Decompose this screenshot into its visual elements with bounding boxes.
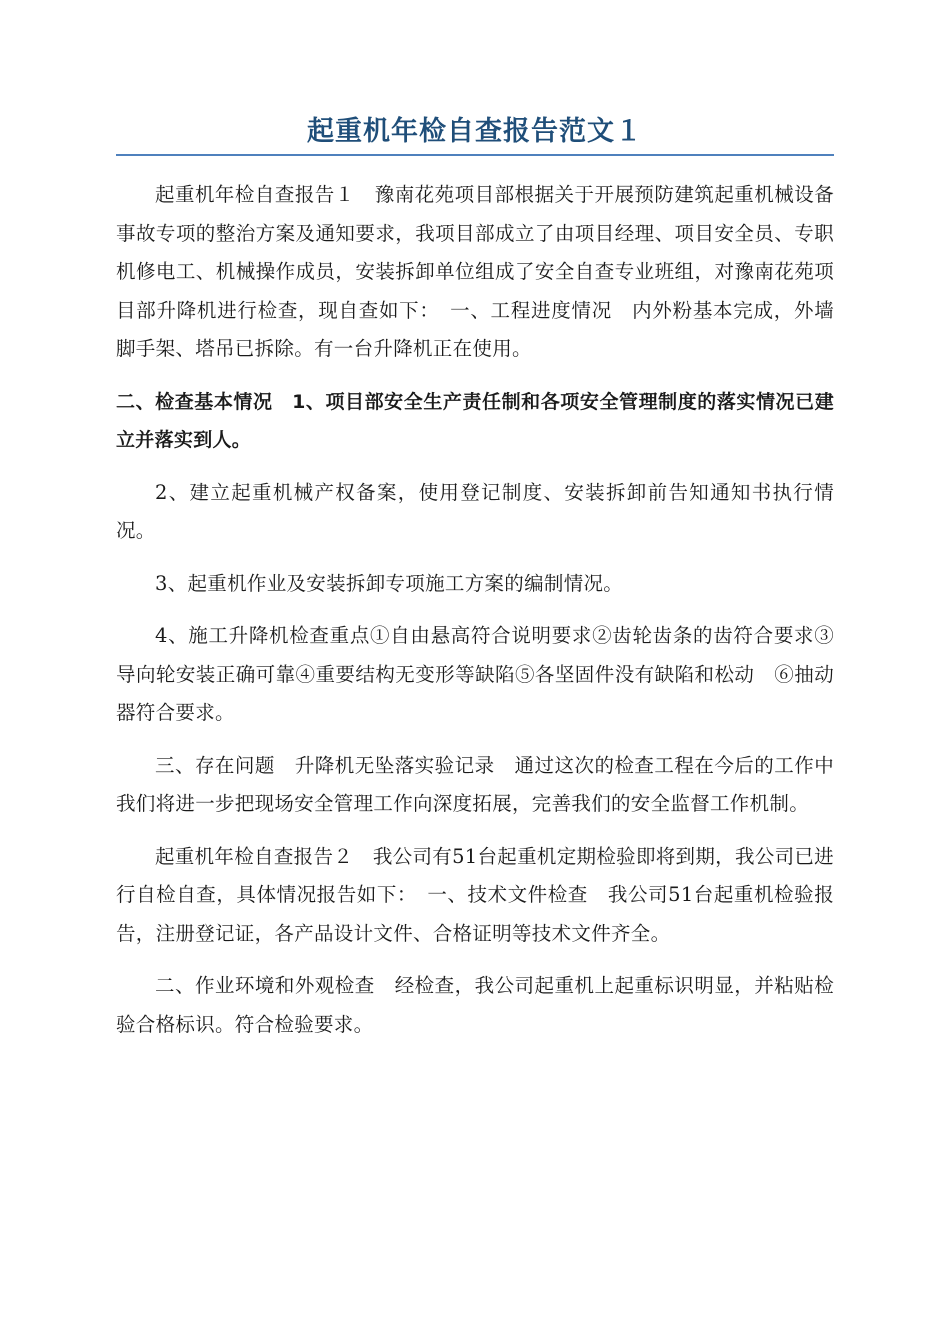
paragraph-environment-check: 二、作业环境和外观检查 经检查，我公司起重机上起重标识明显，并粘贴检验合格标识。符合检验要求。 xyxy=(116,974,834,1036)
paragraph-item-2: 2、建立起重机械产权备案，使用登记制度、安装拆卸前告知通知书执行情况。 xyxy=(116,480,834,542)
paragraph-report-2-intro: 起重机年检自查报告２ 我公司有51台起重机定期检验即将到期，我公司已进行自检自查，具体情况报告如下： 一、技术文件检查 我公司51台起重机检验报告，注册登记证，各产品设计文件、合格证明等技术文件齐全。 xyxy=(116,844,834,945)
paragraph-item-4: 4、施工升降机检查重点①自由悬高符合说明要求②齿轮齿条的齿符合要求③导向轮安装正确可靠④重要结构无变形等缺陷⑤各坚固件没有缺陷和松动 ⑥抽动器符合要求。 xyxy=(116,624,834,724)
document-title: 起重机年检自查报告范文１ xyxy=(307,116,643,147)
title-underline xyxy=(116,154,834,156)
document-page xyxy=(116,112,834,1058)
paragraph-item-3: 3、起重机作业及安装拆卸专项施工方案的编制情况。 xyxy=(155,571,624,595)
paragraph-existing-problems: 三、存在问题 升降机无坠落实验记录 通过这次的检查工程在今后的工作中我们将进一步把现场安全管理工作向深度拓展，完善我们的安全监督工作机制。 xyxy=(116,753,834,815)
paragraph-report-1-intro: 起重机年检自查报告１ 豫南花苑项目部根据关于开展预防建筑起重机械设备事故专项的整治方案及通知要求，我项目部成立了由项目经理、项目安全员、专职机修电工、机械操作成员，安装拆卸单位组成了安全自查专业班组，对豫南花苑项目部升降机进行检查，现自查如下： 一、工程进度情况 内外粉基本完成，外墙脚手架、塔吊已拆除。有一台升降机正在使用。 xyxy=(116,183,834,360)
paragraph-inspection-basics: 二、检查基本情况 1、项目部安全生产责任制和各项安全管理制度的落实情况已建立并落实到人。 xyxy=(116,390,834,451)
